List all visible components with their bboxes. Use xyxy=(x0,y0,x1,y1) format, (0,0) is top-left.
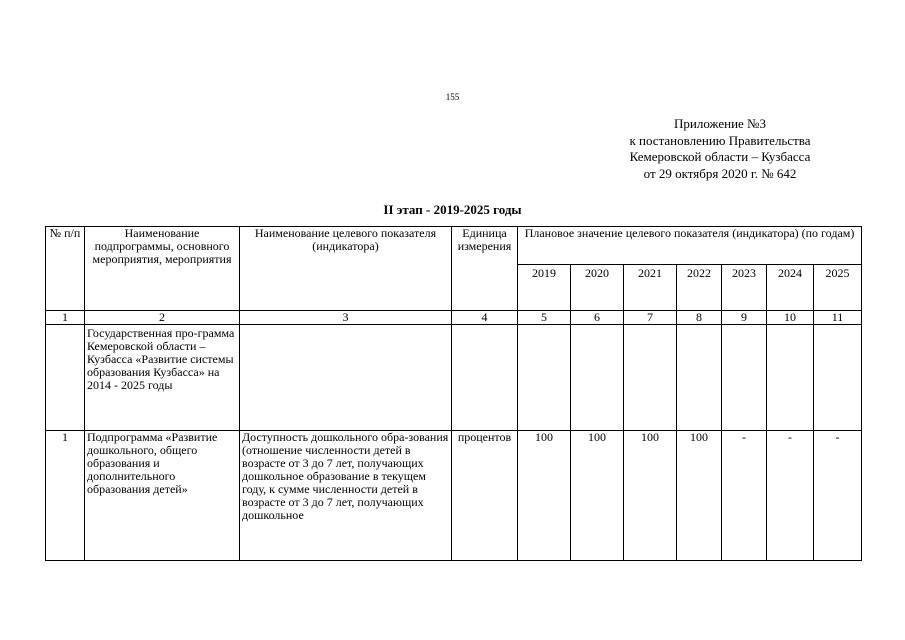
program-name: Государственная про-грамма Кемеровской области – Кузбасса «Развитие системы образования Кузбасса» на 2014 - 2025 годы xyxy=(85,325,240,431)
row-subprogram: Подпрограмма «Развитие дошкольного, общего образования и дополнительного образования детей» xyxy=(85,431,240,561)
indicators-table xyxy=(45,226,862,561)
appendix-line-1: Приложение №3 xyxy=(674,116,766,131)
column-number: 1 xyxy=(46,311,85,325)
row-value: 100 xyxy=(624,431,677,561)
row-value: 100 xyxy=(571,431,624,561)
column-number: 7 xyxy=(624,311,677,325)
header-num: № п/п xyxy=(46,227,85,311)
appendix-line-3: Кемеровской области – Кузбасса xyxy=(629,149,811,164)
table-row xyxy=(46,431,862,561)
row-value: - xyxy=(767,431,814,561)
row-value: 100 xyxy=(518,431,571,561)
header-year: 2024 xyxy=(767,265,814,311)
row-num: 1 xyxy=(46,431,85,561)
program-row xyxy=(46,325,862,431)
header-year: 2022 xyxy=(677,265,722,311)
header-subprogram: Наименование подпрограммы, основного мероприятия, мероприятия xyxy=(85,227,240,311)
appendix-block xyxy=(600,116,840,182)
appendix-line-2: к постановлению Правительства xyxy=(629,132,811,148)
column-number: 3 xyxy=(240,311,452,325)
page-number: 155 xyxy=(445,92,460,102)
row-indicator: Доступность дошкольного обра-зования (отношение численности детей в возрасте от 3 до 7 лет, получающих дошкольное образование в текущем году, к сумме численности детей в возрасте от 3 до 7 лет, получающих дошкольное xyxy=(240,431,452,561)
column-number: 2 xyxy=(85,311,240,325)
column-number: 10 xyxy=(767,311,814,325)
row-value: - xyxy=(814,431,862,561)
stage-title: II этап - 2019-2025 годы xyxy=(383,202,522,217)
header-year: 2025 xyxy=(814,265,862,311)
header-year: 2020 xyxy=(571,265,624,311)
header-year: 2021 xyxy=(624,265,677,311)
row-value: - xyxy=(722,431,767,561)
column-number: 8 xyxy=(677,311,722,325)
header-planned: Плановое значение целевого показателя (индикатора) (по годам) xyxy=(518,227,862,265)
header-unit: Единица измерения xyxy=(452,227,518,311)
column-number: 6 xyxy=(571,311,624,325)
column-number: 9 xyxy=(722,311,767,325)
column-number: 11 xyxy=(814,311,862,325)
column-number: 5 xyxy=(518,311,571,325)
row-unit: процентов xyxy=(452,431,518,561)
header-year: 2023 xyxy=(722,265,767,311)
header-year: 2019 xyxy=(518,265,571,311)
column-number: 4 xyxy=(452,311,518,325)
appendix-line-4: от 29 октября 2020 г. № 642 xyxy=(643,165,797,181)
row-value: 100 xyxy=(677,431,722,561)
header-indicator: Наименование целевого показателя (индикатора) xyxy=(240,227,452,311)
